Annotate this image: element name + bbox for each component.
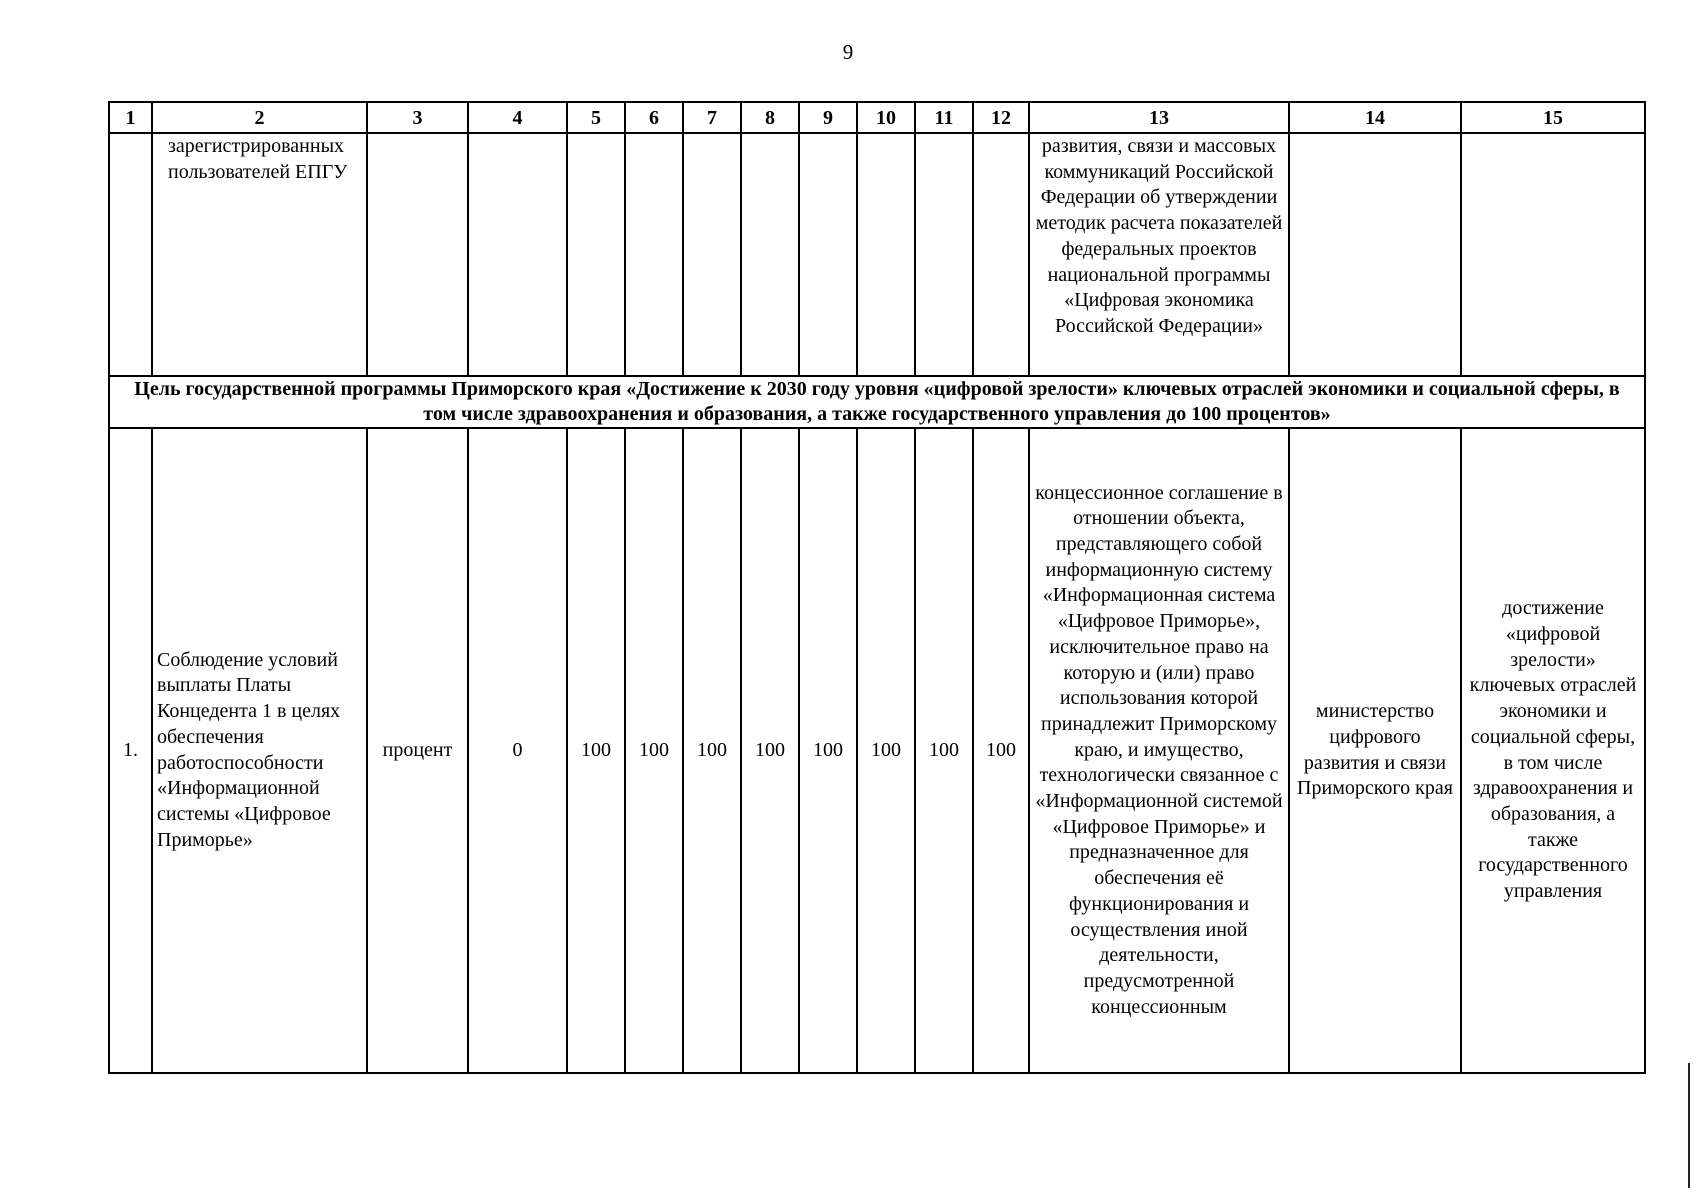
- row-number-cell: 1.: [109, 428, 152, 1073]
- column-header: 8: [741, 102, 799, 133]
- table-row: [109, 428, 1645, 1073]
- value-cell: 100: [741, 428, 799, 1073]
- value-cell: 100: [973, 428, 1029, 1073]
- page-number: 9: [842, 40, 854, 64]
- column-header: 9: [799, 102, 857, 133]
- column-header: 11: [915, 102, 973, 133]
- column-header: 4: [468, 102, 567, 133]
- column-header: 1: [109, 102, 152, 133]
- value-cell: 100: [799, 428, 857, 1073]
- responsible-cell: министерство цифрового развития и связи Приморского края: [1289, 428, 1461, 1073]
- margin-line: [1688, 1063, 1690, 1188]
- column-header: 10: [857, 102, 915, 133]
- column-header: 2: [152, 102, 367, 133]
- unit-cell: процент: [367, 428, 468, 1073]
- indicator-name-cell: зарегистрированных пользователей ЕПГУ: [152, 133, 367, 376]
- column-header: 15: [1461, 102, 1645, 133]
- base-value-cell: 0: [468, 428, 567, 1073]
- column-header: 5: [567, 102, 625, 133]
- basis-cell: концессионное соглашение в отношении объекта, представляющего собой информационную систему «Информационная система «Цифровое Приморье», исключительное право на которую и (или) право использования которой принадлежит Приморскому краю, и имущество, технологически связанное с «Информационной системой «Цифровое Приморье» и предназначенное для обеспечения её функционирования и осуществления иной деятельности, предусмотренной концессионным: [1029, 428, 1289, 1073]
- column-header: 7: [683, 102, 741, 133]
- value-cell: 100: [567, 428, 625, 1073]
- column-header: 14: [1289, 102, 1461, 133]
- goal-row: [109, 376, 1645, 428]
- value-cell: 100: [683, 428, 741, 1073]
- value-cell: 100: [857, 428, 915, 1073]
- indicator-name-cell: Соблюдение условий выплаты Платы Концедента 1 в целях обеспечения работоспособности «Информационной системы «Цифровое Приморье»: [152, 428, 367, 1073]
- basis-cell: развития, связи и массовых коммуникаций Российской Федерации об утверждении методик расчета показателей федеральных проектов национальной программы «Цифровая экономика Российской Федерации»: [1029, 133, 1289, 376]
- table-row-continued: [109, 133, 1645, 376]
- value-cell: 100: [625, 428, 683, 1073]
- column-header: 13: [1029, 102, 1289, 133]
- column-header: 12: [973, 102, 1029, 133]
- indicators-table: [108, 101, 1646, 1074]
- table-header-row: [109, 102, 1645, 133]
- result-cell: достижение «цифровой зрелости» ключевых отраслей экономики и социальной сферы, в том числе здравоохранения и образования, а также государственного управления: [1461, 428, 1645, 1073]
- goal-heading: Цель государственной программы Приморского края «Достижение к 2030 году уровня «цифровой зрелости» ключевых отраслей экономики и социальной сферы, в том числе здравоохранения и образования, а также государственного управления до 100 процентов»: [109, 376, 1645, 428]
- column-header: 6: [625, 102, 683, 133]
- column-header: 3: [367, 102, 468, 133]
- value-cell: 100: [915, 428, 973, 1073]
